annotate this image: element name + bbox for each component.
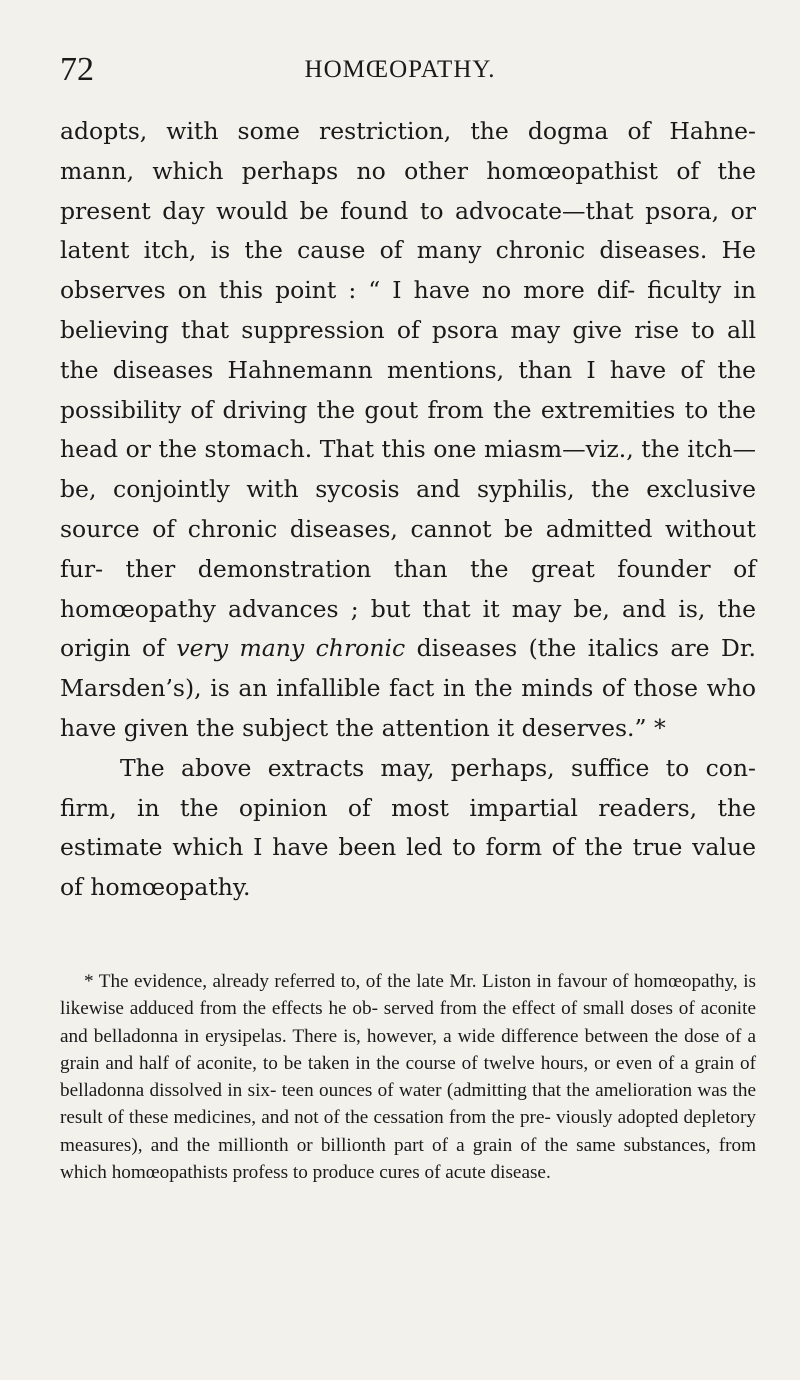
running-head — [60, 50, 740, 90]
paragraph-continuation — [60, 112, 756, 749]
running-title: HOMŒOPATHY. — [304, 56, 496, 83]
page-number: 72 — [60, 51, 94, 88]
main-text — [60, 112, 756, 908]
footnote: * The evidence, already referred to, of the late Mr. Liston in favour of homœopathy, is likewise adduced from the effects he ob- served from the effect of small doses of aconite and belladonna in erysipelas. There is, however, a wide difference between the dose of a grain and half of aconite, to be taken in the course of twelve hours, or even of a grain of belladonna dissolved in six- teen ounces of water (admitting that the amelioration was the result of these medicines, and not of the cessation from the pre- viously adopted depletory measures), and the millionth or billionth part of a grain of the same substances, from which homœopathists profess to produce cures of acute disease. — [60, 971, 756, 1184]
italic-phrase: very many chronic — [176, 634, 406, 663]
paragraph-text-start: adopts, with some restriction, the dogma of Hahne- mann, which perhaps no other homœopathist of the present day would be found to advocate—that psora, or latent itch, is the cause of many chronic diseases. He observes on this point : “ I have no more dif- ficulty in believing that suppression of psora may give rise to all the diseases Hahnemann mentions, than I have of the possibility of driving the gout from the extremities to the head or the stomach. That this one miasm—viz., the itch—be, conjointly with sycosis and syphilis, the exclusive source of chronic diseases, cannot be admitted without fur- ther demonstration than the great founder of homœopathy advances ; but that it may be, and is, the origin of — [60, 117, 756, 663]
paragraph-text-end: diseases (the italics are Dr. Marsden’s), is an infallible fact in the minds of those who have given the subject the attention it deserves.” * — [60, 634, 756, 742]
paragraph-conclusion: The above extracts may, perhaps, suffice to con- firm, in the opinion of most impartial readers, the estimate which I have been led to form of the true value of homœopathy. — [60, 753, 756, 902]
